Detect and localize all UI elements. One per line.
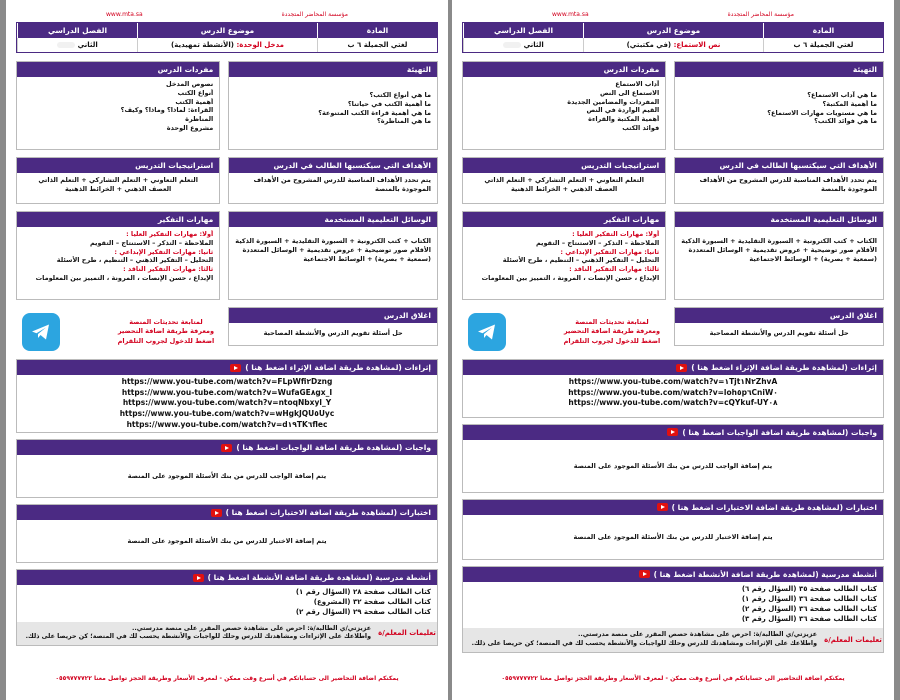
thinking-line: الإبداع ، حسن الإنصات ، المرونة ، التمييز بين المعلومات: [481, 273, 660, 282]
enrich-link[interactable]: https://www.you-tube.com/watch?v=١Tjt١N٢ZhvA: [463, 377, 883, 388]
activities-list: [17, 585, 437, 619]
thinking-line: التحليل – التفكير الذهني – التنظيم ، طرح الأسئلة: [502, 256, 660, 265]
tests-title[interactable]: اختبارات (لمشاهدة طريقة اضافة الاختبارات اضغط هنا ): [463, 500, 883, 515]
thinking-line: الملاحظة – التذكر – الاستنتاج – التقويم: [535, 238, 660, 247]
strategies-line: العصف الذهني + الخرائط الذهنية: [64, 184, 172, 193]
telegram-promo[interactable]: [16, 307, 220, 357]
lesson-page-right: [452, 0, 894, 700]
intro-item: ما هي آداب الاستماع؟: [807, 91, 877, 99]
tools-line: الأقلام صور توضيحية + عروض تقديمية + الوسائل المتعددة: [242, 245, 431, 254]
enrich-links: [463, 375, 883, 417]
enrich-links: [17, 375, 437, 432]
site-url[interactable]: www.mta.sa: [106, 10, 143, 18]
thinking-line: ثانيا: مهارات التفكير الإبداعي :: [560, 247, 660, 256]
activity-item: كتاب الطالب صفحة ٣٥ (السؤال رقم ٦): [741, 584, 877, 593]
telegram-text[interactable]: لمتابعة تحديثات المنصة ومعرفة طريقة اضافة التحضير اضغط للدخول لجروب التلقرام: [563, 318, 661, 345]
thinking-line: ثالثا: مهارات التفكير الناقد :: [123, 265, 214, 274]
site-name: مؤسسة المحاضر المتجددة: [727, 10, 794, 18]
lesson-header: [16, 22, 438, 53]
vocab-item: فوائد الكتب: [622, 123, 660, 132]
activity-item: كتاب الطالب صفحة ٣٢ (المشروع): [313, 598, 431, 607]
telegram-text[interactable]: لمتابعة تحديثات المنصة ومعرفة طريقة اضافة التحضير اضغط للدخول لجروب التلقرام: [117, 318, 215, 345]
youtube-icon[interactable]: [639, 570, 650, 578]
tools-line: الكتاب + كتب الكترونية + السبورة التقليدية + السبورة الذكية: [235, 237, 431, 245]
homework-title[interactable]: واجبات (لمشاهدة طريقة اضافة الواجبات اضغط هنا ): [463, 425, 883, 440]
vocab-title: مفردات الدرس: [463, 62, 665, 77]
thinking-box: [16, 211, 220, 300]
activity-item: كتاب الطالب صفحة ٢٨ (السؤال رقم ١): [295, 588, 431, 597]
semester-value: الثاني: [463, 38, 583, 52]
enrich-link[interactable]: https://www.you-tube.com/watch?v=wHgkJQU٥Uyc: [119, 408, 335, 418]
goals-title: الأهداف التي سيكتسبها الطالب في الدرس: [229, 158, 437, 173]
activities-list: [463, 582, 883, 627]
tests-section: [462, 499, 884, 560]
youtube-icon[interactable]: [221, 444, 232, 452]
subject-value: لغتي الجميلة ٦ ب: [317, 38, 437, 52]
tests-text: يتم إضافة الاختبار للدرس من بنك الأسئلة الموجود على المنصة: [127, 537, 327, 546]
topic-value: نص الاستماع: (في مكتبتي): [583, 38, 763, 52]
enrich-link[interactable]: https://www.you-tube.com/watch?v=loh٥p٦CniW٠: [568, 387, 778, 397]
thinking-line: التحليل – التفكير الذهني – التنظيم ، طرح الأسئلة: [56, 256, 214, 265]
enrich-link[interactable]: https://www.you-tube.com/watch?v=WufaGE٨gx_I: [121, 387, 333, 397]
youtube-icon[interactable]: [193, 574, 204, 582]
thinking-box: [462, 211, 666, 300]
homework-section: [462, 424, 884, 493]
goals-box: [674, 157, 884, 204]
page-top-line: [16, 8, 438, 20]
vocab-item: نصوص المدخل: [166, 80, 214, 88]
homework-text: يتم إضافة الواجب للدرس من بنك الأسئلة الموجود على المنصة: [127, 472, 327, 481]
intro-item: ما أهمية المكتبة؟: [822, 99, 877, 108]
intro-item: ما أهمية الكتب في حياتنا؟: [347, 99, 431, 108]
thinking-line: الإبداع ، حسن الإنصات ، المرونة ، التمييز بين المعلومات: [35, 273, 214, 282]
activity-item: كتاب الطالب صفحة ٣٦ (السؤال رقم ٢): [741, 605, 877, 614]
vocab-item: المناظرة: [185, 115, 214, 124]
page-footer: يمكنكم اضافة التحاضير الى حساباتكم في أسرع وقت ممكن - لمعرف الأسعار وطريقة الحجز تواصل معنا ٠٥٥٩٧٧٧٧٢٢: [501, 675, 845, 682]
intro-title: التهيئة: [229, 62, 437, 77]
tools-line: (سمعية + بصرية) + الوسائط الاجتماعية: [749, 254, 877, 263]
vocab-item: أهمية المكتبة والقراءة: [588, 115, 660, 124]
youtube-icon[interactable]: [230, 364, 241, 372]
intro-box: [228, 61, 438, 150]
intro-box: [674, 61, 884, 150]
vocab-item: أنواع الكتب: [177, 88, 214, 97]
enrich-link[interactable]: https://www.you-tube.com/watch?v=d١٩TK٦flec: [17, 420, 437, 431]
strategies-box: [16, 157, 220, 204]
closing-title: اغلاق الدرس: [229, 308, 437, 323]
closing-text: حل أسئلة تقويم الدرس والأنشطة المصاحبة: [709, 329, 849, 337]
tools-line: (سمعية + بصرية) + الوسائط الاجتماعية: [303, 254, 431, 263]
enrich-section: [16, 359, 438, 433]
activities-section: [462, 566, 884, 653]
page-top-line: [462, 8, 884, 20]
strategies-title: استراتيجيات التدريس: [17, 158, 219, 173]
lesson-page-left: [6, 0, 448, 700]
activity-item: كتاب الطالب صفحة ٢٩ (السؤال رقم ٢): [295, 608, 431, 617]
teacher-notes-text: عزيزتي/ي الطالبة/ة: احرص على مشاهدة حصص المقرر على منصة مدرستي.. واطلاعك على الإثراءات ومشاهدتك للدرس وحلك للواجبات والأنشطة يحسب لك في المنصة؛ كن حريصا على ذلك.: [25, 624, 371, 641]
tools-title: الوسائل التعليمية المستخدمة: [675, 212, 883, 227]
activities-section: [16, 569, 438, 646]
enrich-link[interactable]: https://www.you-tube.com/watch?v=FLpWfi٢Dzng: [17, 377, 437, 388]
site-url[interactable]: www.mta.sa: [552, 10, 589, 18]
tools-box: [228, 211, 438, 300]
teacher-notes: [463, 628, 883, 652]
teacher-notes-label: تعليمات المعلم/ة: [824, 636, 882, 645]
homework-title[interactable]: واجبات (لمشاهدة طريقة اضافة الواجبات اضغط هنا ): [17, 440, 437, 455]
vocab-item: آداب الاستماع: [615, 80, 660, 88]
youtube-icon[interactable]: [667, 428, 678, 436]
intro-item: ما هي أنواع الكتب؟: [369, 91, 431, 99]
tools-title: الوسائل التعليمية المستخدمة: [229, 212, 437, 227]
vocab-item: أهمية الكتب: [175, 97, 214, 106]
activity-item: كتاب الطالب صفحة ٣٦ (السؤال رقم ٣): [741, 615, 877, 624]
closing-text: حل أسئلة تقويم الدرس والأنشطة المصاحبة: [263, 329, 403, 337]
strategies-title: استراتيجيات التدريس: [463, 158, 665, 173]
vocab-item: القيم الواردة في النص: [586, 106, 660, 115]
enrich-section: [462, 359, 884, 418]
goals-text: يتم تحدد الأهداف المناسبة للدرس المشروح من الأهداف الموجودة بالمنصة: [253, 176, 431, 193]
teacher-notes: [17, 622, 437, 646]
teacher-notes-label: تعليمات المعلم/ة: [378, 629, 436, 638]
tools-line: الأقلام صور توضيحية + عروض تقديمية + الوسائل المتعددة: [688, 245, 877, 254]
semester-label: الفصل الدراسي: [463, 23, 583, 38]
tests-title[interactable]: اختبارات (لمشاهدة طريقة اضافة الاختبارات اضغط هنا ): [17, 505, 437, 520]
closing-box: [228, 307, 438, 346]
activity-item: كتاب الطالب صفحة ٣٦ (السؤال رقم ١): [741, 595, 877, 604]
activities-title[interactable]: أنشطة مدرسية (لمشاهدة طريقة اضافة الأنشطة اضغط هنا ): [463, 567, 883, 582]
goals-text: يتم تحدد الأهداف المناسبة للدرس المشروح من الأهداف الموجودة بالمنصة: [699, 176, 877, 193]
vocab-item: مشروع الوحدة: [166, 123, 214, 132]
goals-title: الأهداف التي سيكتسبها الطالب في الدرس: [675, 158, 883, 173]
youtube-icon[interactable]: [211, 509, 222, 517]
lesson-info-grid: [16, 61, 438, 357]
enrich-link[interactable]: https://www.you-tube.com/watch?v=cQYkuf-UY٠٨: [463, 398, 883, 409]
tools-line: الكتاب + كتب الكترونية + السبورة التقليدية + السبورة الذكية: [681, 237, 877, 245]
strategies-line: التعلم التعاوني + التعلم التشاركي + التعلم الذاتي: [484, 176, 644, 184]
homework-section: [16, 439, 438, 498]
intro-title: التهيئة: [675, 62, 883, 77]
intro-item: ما هي مستويات مهارات الاستماع؟: [767, 108, 877, 117]
tests-section: [16, 504, 438, 563]
vocab-item: الاستماع الى النص: [599, 88, 660, 97]
teacher-notes-text: عزيزتي/ي الطالبة/ة: احرص على مشاهدة حصص المقرر على منصة مدرستي.. واطلاعك على الإثراءات ومشاهدتك للدرس وحلك للواجبات والأنشطة يحسب لك في المنصة؛ كن حريصا على ذلك.: [471, 631, 817, 648]
thinking-line: ثانيا: مهارات التفكير الإبداعي :: [114, 247, 214, 256]
thinking-title: مهارات التفكير: [463, 212, 665, 227]
enrich-link[interactable]: https://www.you-tube.com/watch?v=ntoqNbxyl_Y: [17, 398, 437, 409]
topic-label: موضوع الدرس: [583, 23, 763, 38]
thinking-line: أولا: مهارات التفكير العليا :: [572, 230, 660, 238]
site-name: مؤسسة المحاضر المتجددة: [281, 10, 348, 18]
semester-label: الفصل الدراسي: [17, 23, 137, 38]
vocab-item: القراءة: لماذا؟ وماذا؟ وكيف؟: [120, 106, 214, 115]
intro-item: ما هي المناظرة؟: [377, 117, 431, 126]
intro-item: ما هي أهمية قراءة الكتب المتنوعة؟: [318, 108, 431, 117]
activities-title[interactable]: أنشطة مدرسية (لمشاهدة طريقة اضافة الأنشطة اضغط هنا ): [17, 570, 437, 585]
youtube-icon[interactable]: [676, 364, 687, 372]
telegram-promo[interactable]: [462, 307, 666, 357]
subject-label: المادة: [317, 23, 437, 38]
topic-value: مدخل الوحدة: (الأنشطة تمهيدية): [137, 38, 317, 52]
tools-box: [674, 211, 884, 300]
closing-title: اغلاق الدرس: [675, 308, 883, 323]
lesson-info-grid: [462, 61, 884, 357]
telegram-icon[interactable]: [22, 313, 60, 351]
thinking-line: ثالثا: مهارات التفكير الناقد :: [569, 265, 660, 274]
strategies-line: العصف الذهني + الخرائط الذهنية: [510, 184, 618, 193]
semester-value: الثاني: [17, 38, 137, 52]
subject-value: لغتي الجميلة ٦ ب: [763, 38, 883, 52]
homework-text: يتم إضافة الواجب للدرس من بنك الأسئلة الموجود على المنصة: [573, 461, 773, 470]
vocab-box: [16, 61, 220, 150]
youtube-icon[interactable]: [657, 503, 668, 511]
page-footer: يمكنكم اضافة التحاضير الى حساباتكم في أسرع وقت ممكن - لمعرف الأسعار وطريقة الحجز تواصل معنا ٠٥٥٩٧٧٧٧٢٢: [55, 675, 399, 682]
telegram-icon[interactable]: [468, 313, 506, 351]
enrich-title[interactable]: إثراءات (لمشاهدة طريقة اضافة الإثراء اضغط هنا ): [17, 360, 437, 375]
strategies-box: [462, 157, 666, 204]
closing-box: [674, 307, 884, 346]
vocab-item: المفردات والمضامين الجديدة: [567, 97, 660, 106]
vocab-title: مفردات الدرس: [17, 62, 219, 77]
subject-label: المادة: [763, 23, 883, 38]
thinking-title: مهارات التفكير: [17, 212, 219, 227]
tests-text: يتم إضافة الاختبار للدرس من بنك الأسئلة الموجود على المنصة: [573, 532, 773, 541]
goals-box: [228, 157, 438, 204]
enrich-title[interactable]: إثراءات (لمشاهدة طريقة اضافة الإثراء اضغط هنا ): [463, 360, 883, 375]
thinking-line: أولا: مهارات التفكير العليا :: [126, 230, 214, 238]
intro-item: ما هي فوائد الكتب؟: [814, 117, 877, 126]
thinking-line: الملاحظة – التذكر – الاستنتاج – التقويم: [89, 238, 214, 247]
vocab-box: [462, 61, 666, 150]
topic-label: موضوع الدرس: [137, 23, 317, 38]
strategies-line: التعلم التعاوني + التعلم التشاركي + التعلم الذاتي: [38, 176, 198, 184]
lesson-header: [462, 22, 884, 53]
